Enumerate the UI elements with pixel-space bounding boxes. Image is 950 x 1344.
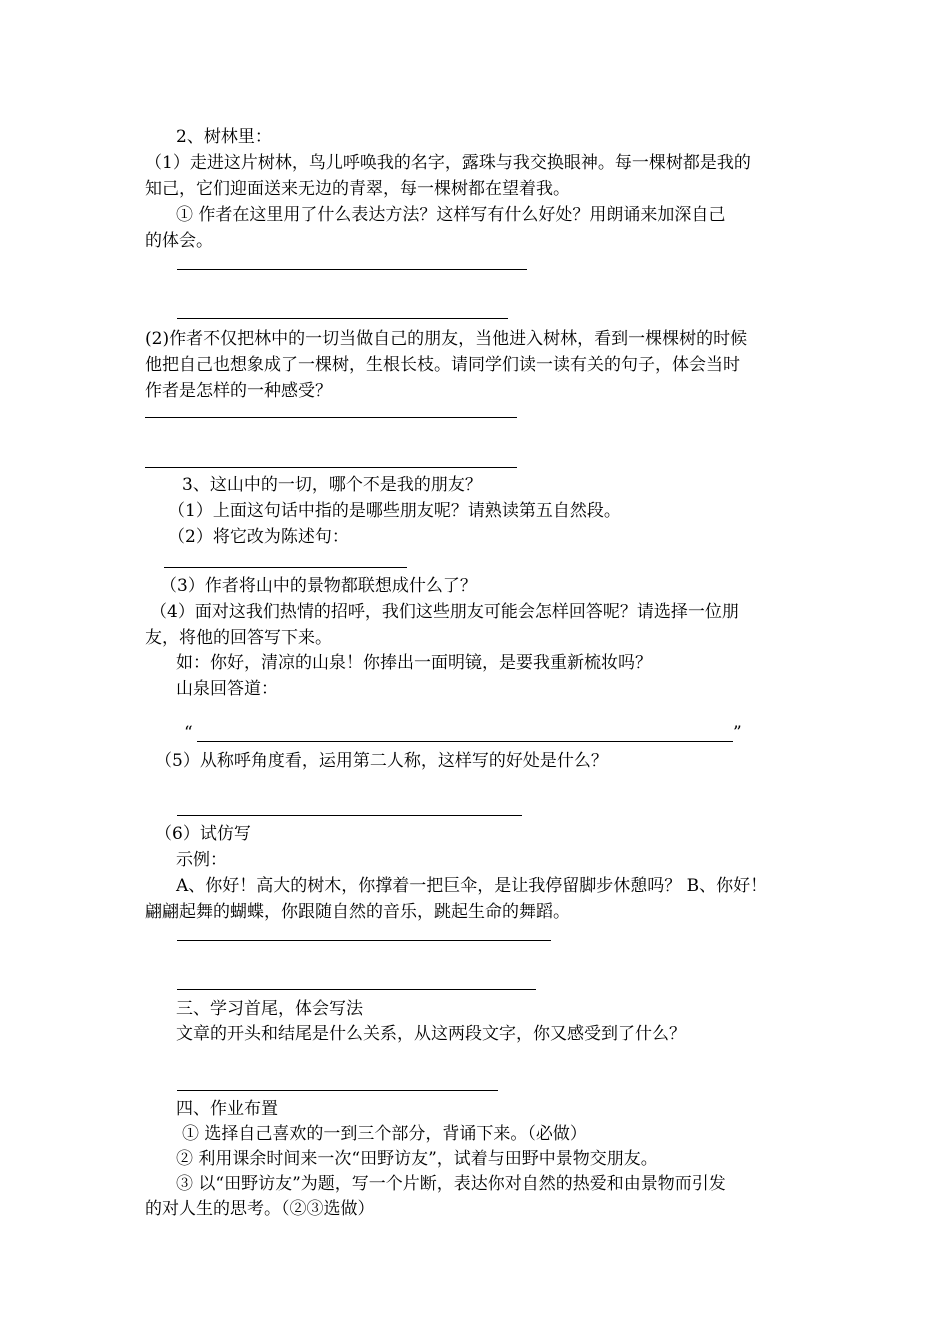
question-3-4-line-1: （4）面对这我们热情的招呼，我们这些朋友可能会怎样回答呢？请选择一位朋 [150, 602, 739, 622]
answer-line [177, 1090, 498, 1091]
question-3-5: （5）从称呼角度看，运用第二人称，这样写的好处是什么？ [155, 751, 608, 771]
homework-item-3-line-1: ③ 以“田野访友”为题，写一个片断，表达你对自然的热爱和由景物而引发 [176, 1174, 726, 1194]
open-quote: “ [184, 723, 193, 743]
answer-line [177, 940, 551, 941]
answer-lead: 山泉回答道： [176, 679, 278, 699]
section-3-heading: 3、这山中的一切，哪个不是我的朋友？ [182, 475, 482, 495]
example-label: 示例： [176, 850, 227, 870]
part-3-question: 文章的开头和结尾是什么关系，从这两段文字，你又感受到了什么？ [176, 1024, 686, 1044]
part-3-heading: 三、学习首尾，体会写法 [176, 999, 363, 1019]
example-sentence: 如：你好，清凉的山泉！你捧出一面明镜，是要我重新梳妆吗？ [176, 653, 652, 673]
answer-line [145, 467, 517, 468]
paragraph-2-line-2: 他把自己也想象成了一棵树，生根长枝。请同学们读一读有关的句子，体会当时 [145, 355, 740, 375]
question-1-line-1: ① 作者在这里用了什么表达方法？这样写有什么好处？用朗诵来加深自己 [176, 205, 726, 225]
question-3-2: （2）将它改为陈述句： [168, 527, 349, 547]
question-1-line-2: 的体会。 [145, 231, 213, 251]
paragraph-1-line-2: 知己，它们迎面送来无边的青翠，每一棵树都在望着我。 [145, 179, 570, 199]
paragraph-2-line-3: 作者是怎样的一种感受？ [145, 381, 332, 401]
homework-item-2: ② 利用课余时间来一次“田野访友”，试着与田野中景物交朋友。 [176, 1149, 658, 1169]
answer-line [177, 815, 522, 816]
homework-item-1: ① 选择自己喜欢的一到三个部分，背诵下来。（必做） [182, 1124, 587, 1144]
answer-line [145, 417, 517, 418]
close-quote: ” [733, 723, 742, 743]
section-2-heading: 2、树林里： [176, 127, 272, 147]
part-4-heading: 四、作业布置 [176, 1099, 278, 1119]
answer-line [164, 567, 407, 568]
example-line-2: 翩翩起舞的蝴蝶，你跟随自然的音乐，跳起生命的舞蹈。 [145, 902, 570, 922]
question-3-3: （3）作者将山中的景物都联想成什么了？ [160, 576, 477, 596]
answer-line [197, 741, 733, 742]
question-3-1: （1）上面这句话中指的是哪些朋友呢？请熟读第五自然段。 [168, 501, 621, 521]
paragraph-2-line-1: (2)作者不仅把林中的一切当做自己的朋友，当他进入树林，看到一棵棵树的时候 [145, 329, 748, 349]
homework-item-3-line-2: 的对人生的思考。（②③选做） [145, 1199, 375, 1219]
question-3-6: （6）试仿写 [155, 824, 251, 844]
answer-line [177, 318, 508, 319]
example-line-1: A、你好！高大的树木，你撑着一把巨伞，是让我停留脚步休憩吗？ B、你好！ [176, 876, 768, 896]
answer-line [177, 989, 536, 990]
paragraph-1-line-1: （1）走进这片树林，鸟儿呼唤我的名字，露珠与我交换眼神。每一棵树都是我的 [145, 153, 751, 173]
question-3-4-line-2: 友，将他的回答写下来。 [145, 628, 332, 648]
answer-line [177, 269, 527, 270]
